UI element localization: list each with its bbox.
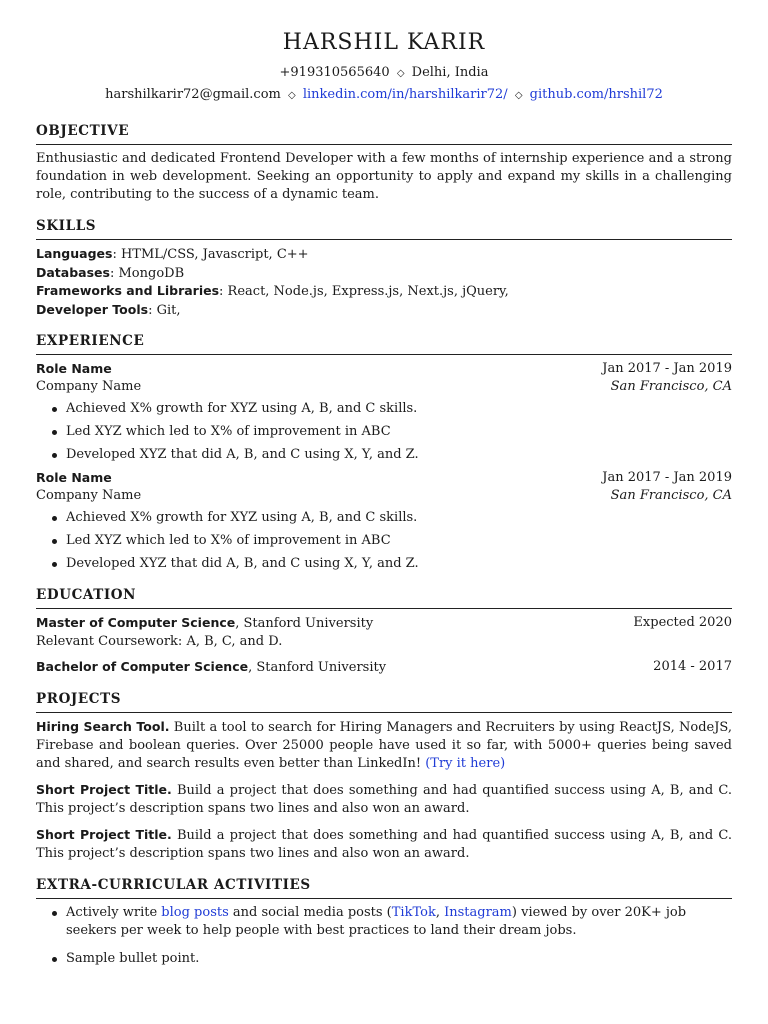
activity-bullets bbox=[36, 904, 732, 968]
skill-value: : React, Node.js, Express.js, Next.js, jQuery, bbox=[219, 284, 509, 299]
bullet-icon bbox=[52, 453, 57, 458]
bullet-icon bbox=[52, 430, 57, 435]
project-title: Short Project Title. bbox=[36, 826, 172, 842]
project-title: Hiring Search Tool. bbox=[36, 718, 170, 734]
contact-line-1 bbox=[36, 62, 732, 84]
list-item bbox=[50, 509, 732, 527]
bullet-text: Led XYZ which led to X% of improvement in ABC bbox=[66, 533, 391, 548]
email: harshilkarir72@gmail.com bbox=[105, 87, 281, 102]
skills-section bbox=[36, 217, 732, 319]
section-title-projects: PROJECTS bbox=[36, 690, 732, 713]
activity-text: , bbox=[435, 904, 445, 920]
objective-section bbox=[36, 122, 732, 204]
job-company: Company Name bbox=[36, 378, 142, 394]
list-item bbox=[50, 423, 732, 441]
activity-text: and social media posts ( bbox=[228, 904, 392, 920]
tiktok-link[interactable]: TikTok bbox=[391, 904, 436, 920]
resume-page bbox=[36, 28, 732, 978]
degree: Bachelor of Computer Science bbox=[36, 659, 249, 674]
objective-text: Enthusiastic and dedicated Frontend Developer with a few months of internship experience and a strong foundation in web development. Seeking an opportunity to apply and expand my skills in a challenging role, contributing to the success of a dynamic team. bbox=[36, 151, 732, 202]
list-item bbox=[50, 904, 732, 940]
job-company: Company Name bbox=[36, 487, 142, 503]
project-entry bbox=[36, 781, 732, 818]
list-item bbox=[50, 400, 732, 418]
skill-label: Developer Tools bbox=[36, 301, 149, 317]
bullet-icon bbox=[52, 516, 57, 521]
skill-line bbox=[36, 264, 732, 283]
job-bullets bbox=[36, 400, 732, 464]
bullet-text: Achieved X% growth for XYZ using A, B, and C skills. bbox=[66, 401, 418, 416]
skill-label: Frameworks and Libraries bbox=[36, 283, 220, 298]
list-item bbox=[50, 446, 732, 464]
instagram-link[interactable]: Instagram bbox=[444, 904, 512, 920]
bullet-text: Developed XYZ that did A, B, and C using X, Y, and Z. bbox=[66, 447, 419, 462]
try-it-link[interactable]: (Try it here) bbox=[425, 755, 506, 771]
candidate-name: HARSHIL KARIR bbox=[282, 30, 486, 55]
contact-line-2 bbox=[36, 84, 732, 106]
blog-posts-link[interactable]: blog posts bbox=[161, 904, 229, 920]
section-title-activities: EXTRA-CURRICULAR ACTIVITIES bbox=[36, 876, 732, 899]
school: , Stanford University bbox=[235, 616, 374, 631]
project-entry bbox=[36, 826, 732, 863]
skill-line bbox=[36, 282, 732, 301]
projects-section bbox=[36, 690, 732, 863]
list-item bbox=[50, 555, 732, 573]
school: , Stanford University bbox=[248, 660, 387, 675]
skill-label: Databases bbox=[36, 264, 110, 280]
education-section bbox=[36, 586, 732, 677]
skill-value: : HTML/CSS, Javascript, C++ bbox=[112, 247, 309, 262]
job-dates: Jan 2017 - Jan 2019 bbox=[602, 361, 732, 376]
diamond-separator-icon: ◇ bbox=[396, 68, 405, 79]
skill-value: : Git, bbox=[148, 302, 181, 318]
job-role: Role Name bbox=[36, 470, 112, 485]
education-entry bbox=[36, 614, 732, 650]
section-title-skills: SKILLS bbox=[36, 217, 732, 240]
project-description: Build a project that does something and had quantified success using A, B, and C. This project’s description spans two lines and also won an award. bbox=[36, 782, 732, 816]
diamond-separator-icon: ◇ bbox=[288, 90, 296, 101]
bullet-text: Achieved X% growth for XYZ using A, B, and C skills. bbox=[66, 510, 418, 525]
project-entry bbox=[36, 718, 732, 773]
education-entry bbox=[36, 658, 732, 677]
section-title-objective: OBJECTIVE bbox=[36, 122, 732, 145]
bullet-text: Led XYZ which led to X% of improvement in ABC bbox=[66, 424, 391, 439]
activity-text: Sample bullet point. bbox=[66, 950, 200, 966]
skill-label: Languages bbox=[36, 246, 113, 261]
skill-line bbox=[36, 245, 732, 264]
skill-value: : MongoDB bbox=[109, 265, 185, 281]
job-location: San Francisco, CA bbox=[610, 378, 732, 394]
education-dates: 2014 - 2017 bbox=[653, 659, 732, 674]
experience-section bbox=[36, 332, 732, 573]
job-location: San Francisco, CA bbox=[610, 487, 732, 503]
job-entry bbox=[36, 360, 732, 464]
job-dates: Jan 2017 - Jan 2019 bbox=[602, 470, 732, 485]
job-bullets bbox=[36, 509, 732, 573]
bullet-text: Developed XYZ that did A, B, and C using X, Y, and Z. bbox=[66, 556, 419, 571]
education-dates: Expected 2020 bbox=[633, 615, 732, 630]
degree: Master of Computer Science bbox=[36, 615, 236, 630]
bullet-icon bbox=[52, 957, 57, 962]
job-entry bbox=[36, 469, 732, 573]
activity-text: ) viewed by over 20K+ job seekers per week to help people with best practices to land their dream jobs. bbox=[66, 904, 687, 938]
section-title-education: EDUCATION bbox=[36, 586, 732, 609]
github-link[interactable]: github.com/hrshil72 bbox=[529, 87, 663, 102]
job-role: Role Name bbox=[36, 361, 112, 376]
linkedin-link[interactable]: linkedin.com/in/harshilkarir72/ bbox=[302, 87, 508, 102]
skill-line bbox=[36, 301, 732, 320]
location: Delhi, India bbox=[411, 65, 489, 80]
project-title: Short Project Title. bbox=[36, 781, 172, 797]
activities-section bbox=[36, 876, 732, 968]
bullet-icon bbox=[52, 911, 57, 916]
project-description: Built a tool to search for Hiring Managers and Recruiters by using ReactJS, NodeJS, Firebase and boolean queries. Over 25000 people have used it so far, with 5000+ queries being saved and shared, and search results even better than LinkedIn! bbox=[36, 719, 732, 771]
project-description: Build a project that does something and had quantified success using A, B, and C. This project’s description spans two lines and also won an award. bbox=[36, 827, 732, 861]
list-item bbox=[50, 950, 732, 968]
coursework: Relevant Coursework: A, B, C, and D. bbox=[36, 633, 283, 649]
bullet-icon bbox=[52, 539, 57, 544]
list-item bbox=[50, 532, 732, 550]
section-title-experience: EXPERIENCE bbox=[36, 332, 732, 355]
bullet-icon bbox=[52, 562, 57, 567]
diamond-separator-icon: ◇ bbox=[514, 90, 523, 101]
activity-text: Actively write bbox=[66, 904, 162, 920]
phone: +919310565640 bbox=[279, 65, 390, 80]
bullet-icon bbox=[52, 407, 57, 412]
